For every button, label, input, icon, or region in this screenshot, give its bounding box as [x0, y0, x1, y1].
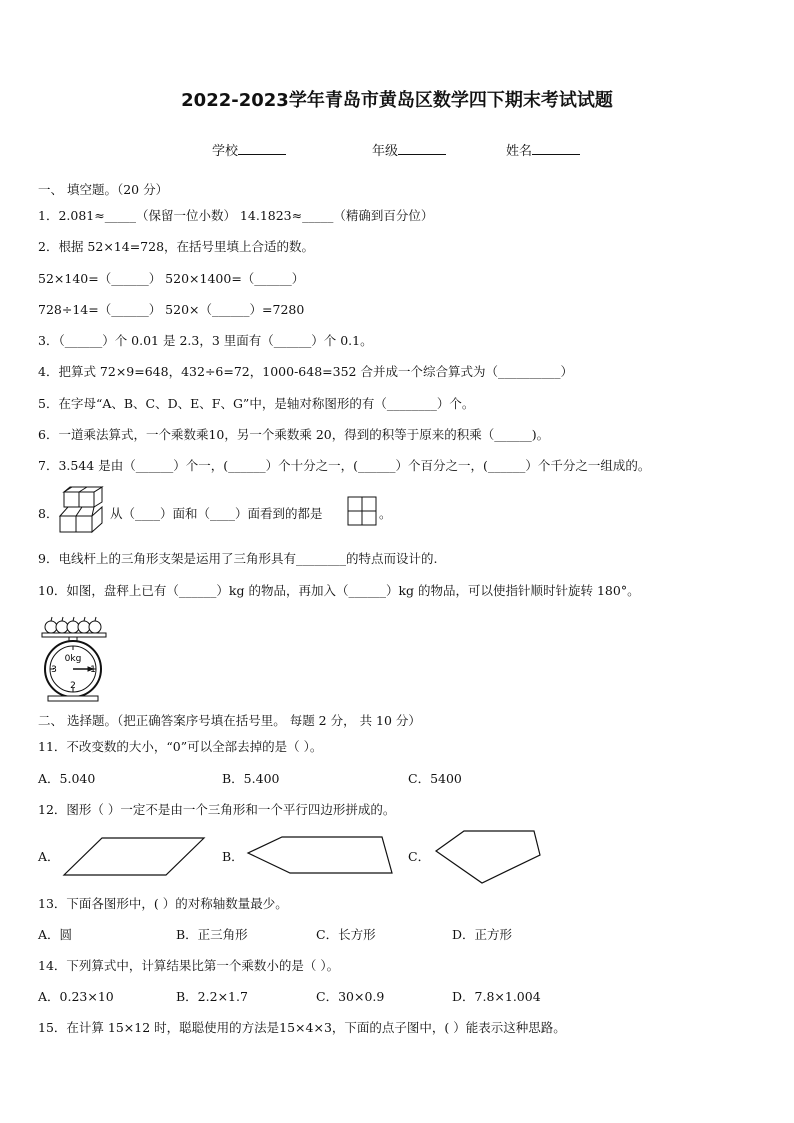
question-11-option-c[interactable]: C．5400: [408, 771, 462, 786]
question-12-option-a[interactable]: A．: [38, 849, 60, 864]
scale-left-mark: 3: [51, 665, 57, 675]
school-blank[interactable]: [238, 142, 286, 155]
cube-stack-figure: [58, 486, 112, 540]
question-11-option-b[interactable]: B．5.400: [222, 771, 280, 786]
section-2-heading: 二、 选择题。（把正确答案序号填在括号里。 每题 2 分， 共 10 分）: [38, 713, 421, 728]
question-13-option-a[interactable]: A．圆: [38, 927, 73, 942]
name-blank[interactable]: [532, 142, 580, 155]
question-2: 2．根据 52×14=728，在括号里填上合适的数。: [38, 239, 315, 254]
question-14-option-c[interactable]: C．30×0.9: [316, 989, 385, 1004]
question-5: 5．在字母“A、B、C、D、E、F、G”中，是轴对称图形的有（________）个。: [38, 396, 475, 411]
question-12-option-b[interactable]: B．: [222, 849, 244, 864]
question-11: 11．不改变数的大小，“0”可以全部去掉的是（ ）。: [38, 739, 323, 754]
grade-blank[interactable]: [398, 142, 446, 155]
question-15: 15．在计算 15×12 时，聪聪使用的方法是15×4×3，下面的点子图中，( ）能表示这种思路。: [38, 1020, 566, 1035]
question-3: 3．（______）个 0.01 是 2.3，3 里面有（______）个 0.1。: [38, 333, 373, 348]
question-8-end: 。: [379, 506, 392, 521]
name-field[interactable]: 姓名: [506, 140, 580, 159]
question-11-option-a[interactable]: A．5.040: [38, 771, 96, 786]
trapezoid-shape: [246, 835, 394, 877]
school-field[interactable]: 学校: [212, 140, 286, 159]
question-13-option-c[interactable]: C．长方形: [316, 927, 376, 942]
question-14-option-b[interactable]: B．2.2×1.7: [176, 989, 248, 1004]
question-10: 10．如图，盘秤上已有（______）kg 的物品，再加入（______）kg 的物品，可以使指针顺时针旋转 180°。: [38, 583, 640, 598]
question-7: 7．3.544 是由（______）个一，(______）个十分之一，(______）个百分之一，(______）个千分之一组成的。: [38, 458, 651, 473]
scale-figure: [38, 612, 110, 704]
scale-right-mark: 1: [90, 665, 96, 675]
question-2a: 52×140=（______） 520×1400=（______）: [38, 271, 305, 286]
question-8-number: 8．: [38, 506, 59, 521]
parallelogram-shape: [62, 836, 206, 878]
question-13-option-d[interactable]: D．正方形: [452, 927, 513, 942]
page-title: 2022-2023学年青岛市黄岛区数学四下期末考试试题: [181, 90, 613, 111]
question-13: 13．下面各图形中，( ）的对称轴数量最少。: [38, 896, 288, 911]
question-14-option-a[interactable]: A．0.23×10: [38, 989, 114, 1004]
question-6: 6．一道乘法算式，一个乘数乘10，另一个乘数乘 20，得到的积等于原来的积乘（______)。: [38, 427, 550, 442]
question-8-text: 从（____）面和（____）面看到的都是: [110, 506, 323, 521]
question-14-option-d[interactable]: D．7.8×1.004: [452, 989, 541, 1004]
scale-center-label: 0kg: [64, 654, 82, 664]
section-1-heading: 一、 填空题。（20 分）: [38, 182, 169, 197]
pentagon-shape: [434, 827, 544, 887]
question-9: 9．电线杆上的三角形支架是运用了三角形具有________的特点而设计的.: [38, 551, 438, 566]
scale-bottom-mark: 2: [70, 681, 76, 691]
grade-field[interactable]: 年级: [372, 140, 446, 159]
question-12-option-c[interactable]: C．: [408, 849, 431, 864]
question-2b: 728÷14=（______） 520×（______）=7280: [38, 302, 305, 317]
question-14: 14．下列算式中，计算结果比第一个乘数小的是（ ）。: [38, 958, 340, 973]
question-13-option-b[interactable]: B．正三角形: [176, 927, 248, 942]
view-grid-figure: [347, 496, 377, 526]
question-1: 1．2.081≈_____（保留一位小数） 14.1823≈_____（精确到百分位）: [38, 208, 434, 223]
question-4: 4．把算式 72×9=648，432÷6=72，1000-648=352 合并成一个综合算式为（__________）: [38, 364, 573, 379]
question-12: 12．图形（ ）一定不是由一个三角形和一个平行四边形拼成的。: [38, 802, 396, 817]
